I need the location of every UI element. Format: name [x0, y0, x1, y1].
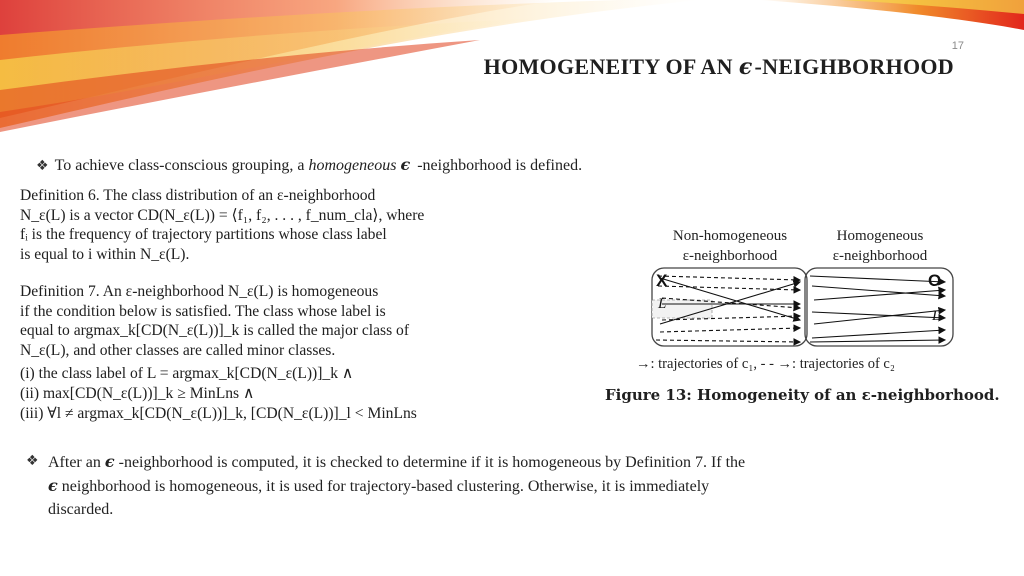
figure-caption: Figure 13: Homogeneity of an ε-neighborhood.: [605, 386, 1000, 404]
bullet-intro-emphasis: homogeneous: [308, 157, 397, 174]
bullet-intro-before: To achieve class-conscious grouping, a: [54, 157, 309, 174]
slide-title: [300, 54, 954, 80]
bullet-intro: [36, 153, 796, 178]
def7-line-3: equal to argmax_k[CD(N_ε(L))]_k is called the major class of: [20, 322, 410, 339]
def7-line-4: N_ε(L), and other classes are called minor classes.: [20, 341, 336, 359]
def6-line-2: N_ε(L) is a vector CD(N_ε(L)) = ⟨f₁, f₂, . . . , f_num_cla⟩, where: [20, 206, 425, 224]
left-l-label: L: [658, 296, 667, 312]
slide-number: 17: [951, 40, 964, 52]
bullet2-line1-before: After an: [48, 454, 105, 471]
figure-legend: →: trajectories of c₁, - - →: trajectories of c₂: [636, 356, 895, 372]
bullet2-line2: neighborhood is homogeneous, it is used for trajectory-based clustering. Otherwise, it is immediately: [57, 478, 710, 495]
fig-left-label-1: Non-homogeneous: [672, 228, 788, 244]
condition-ii: (ii) max[CD(N_ε(L))]_k ≥ MinLns ∧: [20, 385, 255, 402]
condition-iii: (iii) ∀l ≠ argmax_k[CD(N_ε(L))]_k, [CD(N_ε(L))]_l < MinLns: [20, 405, 417, 422]
title-suffix: -NEIGHBORHOOD: [754, 54, 954, 79]
fig-right-label-2: ε-neighborhood: [832, 248, 928, 264]
bullet2-line1-after: -neighborhood is computed, it is checked to determine if it is homogeneous by Definition 7. If the: [114, 454, 746, 471]
bullet2-epsilon-1: ϵ: [104, 452, 115, 471]
right-l-label: L: [932, 308, 941, 324]
fig-left-label-2: ε-neighborhood: [682, 248, 778, 264]
def7-line-1: Definition 7. An ε-neighborhood N_ε(L) is homogeneous: [20, 283, 379, 300]
definitions-block: [20, 186, 580, 360]
fig-right-label-1: Homogeneous: [836, 228, 924, 244]
def7-line-2: if the condition below is satisfied. The class whose label is: [20, 302, 386, 320]
diamond-bullet-icon: ❖: [26, 453, 39, 469]
o-marker-icon: O: [928, 271, 942, 290]
bullet-explanation: [26, 450, 976, 521]
def6-line-4: is equal to i within N_ε(L).: [20, 245, 190, 263]
bullet-intro-after: -neighborhood is defined.: [417, 157, 583, 174]
condition-i: (i) the class label of L = argmax_k[CD(N_ε(L))]_k ∧: [20, 365, 354, 382]
bullet-intro-epsilon: ϵ: [400, 155, 411, 174]
title-epsilon: ϵ: [738, 54, 753, 80]
bullet2-epsilon-2: ϵ: [48, 476, 58, 495]
diamond-bullet-icon: ❖: [36, 158, 49, 174]
title-prefix: HOMOGENEITY OF AN: [483, 54, 733, 79]
def6-line-1: Definition 6. The class distribution of an ε-neighborhood: [20, 187, 376, 204]
def6-line-3: fᵢ is the frequency of trajectory partitions whose class label: [20, 226, 387, 243]
x-marker-icon: X: [656, 271, 668, 290]
bullet2-line3: discarded.: [48, 501, 114, 518]
